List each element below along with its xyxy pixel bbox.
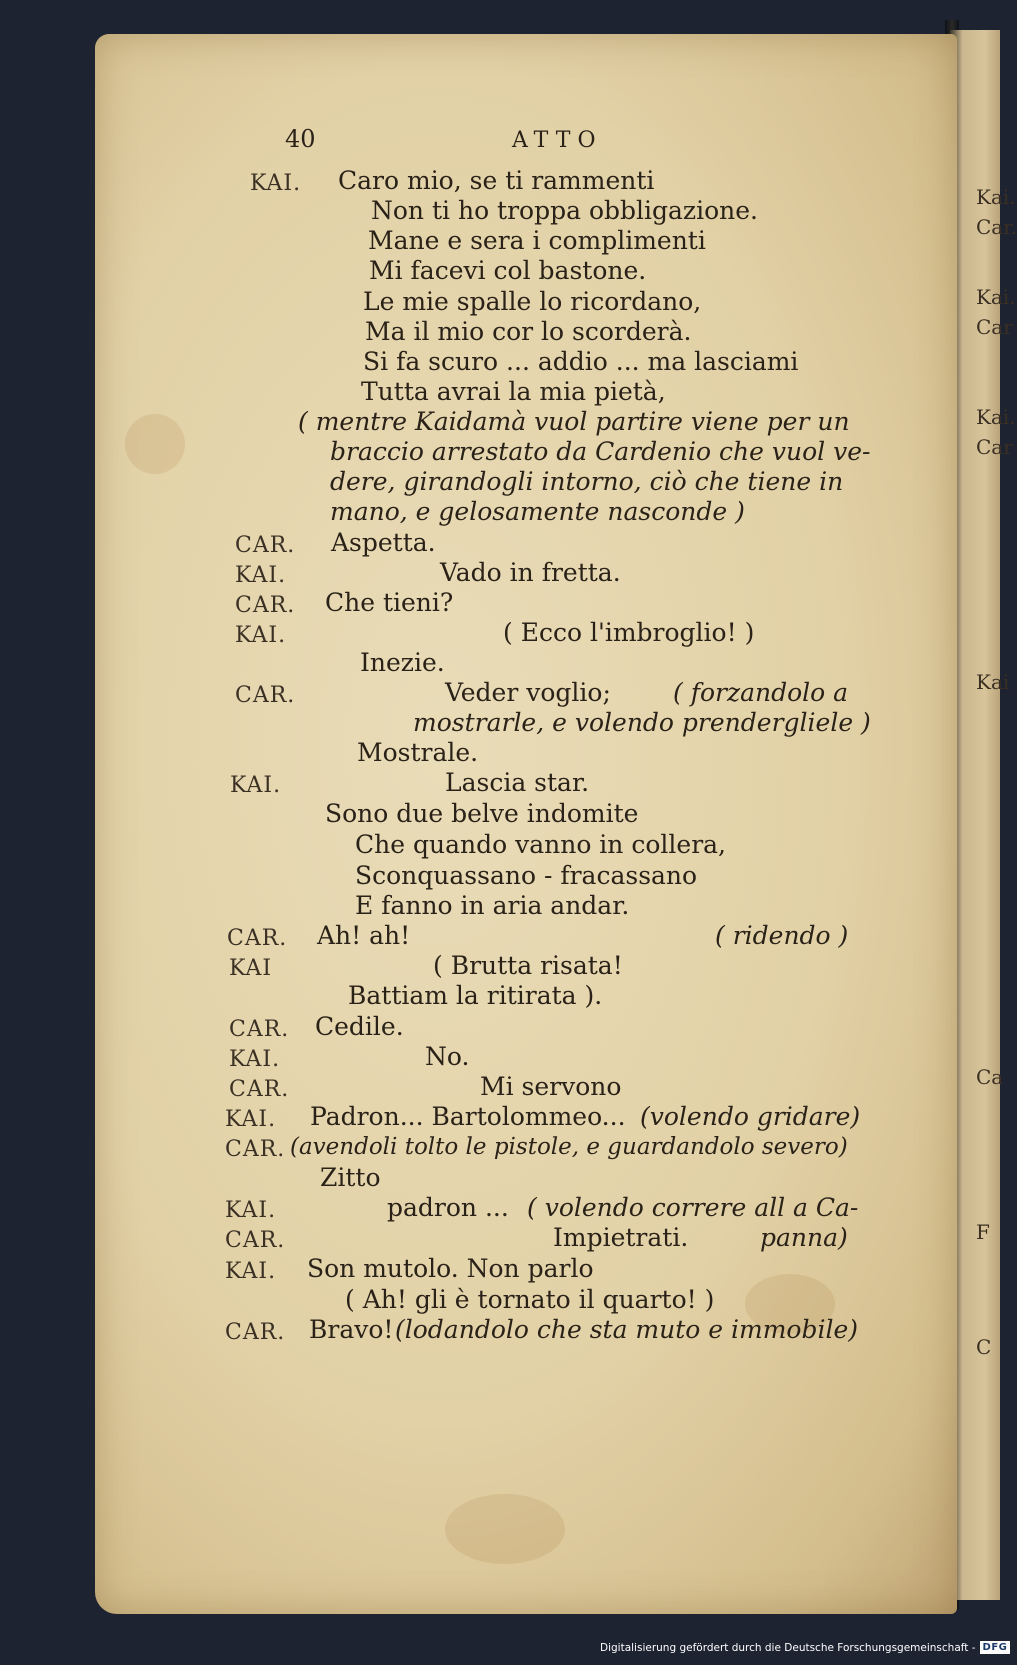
speaker-label: CAR. <box>235 683 296 708</box>
verse-line: Impietrati. <box>553 1223 689 1252</box>
stage-direction: ( mentre Kaidamà vuol partire viene per un <box>298 407 850 436</box>
speaker-label: CAR. <box>229 1017 290 1042</box>
stage-direction: ( volendo correre all a Ca- <box>527 1193 859 1222</box>
speaker-label: KAI. <box>225 1259 277 1284</box>
verse-line: Vado in fretta. <box>440 558 621 587</box>
stage-direction: panna) <box>760 1223 848 1252</box>
verse-line: Zitto <box>320 1163 381 1192</box>
stage-direction: mano, e gelosamente nasconde ) <box>330 497 745 526</box>
stage-direction: ( forzandolo a <box>673 678 849 707</box>
speaker-label: KAI. <box>250 171 302 196</box>
speaker-label: CAR. <box>235 533 296 558</box>
verse-line: Sconquassano - fracassano <box>355 861 698 890</box>
verse-line: ( Ecco l'imbroglio! ) <box>503 618 755 647</box>
verse-line: Mane e sera i complimenti <box>368 226 706 255</box>
speaker-label: CAR. <box>229 1077 290 1102</box>
verse-line: Mi facevi col bastone. <box>369 256 647 285</box>
facing-page-mark: F <box>976 1220 990 1244</box>
verse-line: Son mutolo. Non parlo <box>307 1254 594 1283</box>
stage-direction: dere, girandogli intorno, ciò che tiene in <box>330 467 844 496</box>
paper-stain <box>125 414 185 474</box>
speaker-label: KAI <box>229 956 273 981</box>
running-head: ATTO <box>512 128 603 153</box>
stage-direction: (lodandolo che sta muto e immobile) <box>395 1315 859 1344</box>
stage-direction: ( ridendo ) <box>715 921 849 950</box>
stage-direction: mostrarle, e volendo prendergliele ) <box>413 708 871 737</box>
verse-line: Aspetta. <box>331 528 436 557</box>
verse-line: Le mie spalle lo ricordano, <box>363 287 702 316</box>
verse-line: Sono due belve indomite <box>325 799 639 828</box>
verse-line: Padron... Bartolommeo... <box>310 1102 626 1131</box>
book-page <box>95 34 957 1614</box>
verse-line: Bravo! <box>309 1315 394 1344</box>
facing-page-mark: Car <box>976 315 1013 339</box>
facing-page-mark: Car. <box>976 215 1017 239</box>
paper-stain <box>445 1494 565 1564</box>
verse-line: Che tieni? <box>325 588 454 617</box>
facing-page-mark: Kai. <box>976 405 1016 429</box>
page-number: 40 <box>285 125 316 153</box>
speaker-label: CAR. <box>225 1137 286 1162</box>
speaker-label: KAI. <box>235 563 287 588</box>
speaker-label: KAI. <box>229 1047 281 1072</box>
credit-text: Digitalisierung gefördert durch die Deutsche Forschungsgemeinschaft - <box>600 1641 976 1654</box>
verse-line: Ma il mio cor lo scorderà. <box>365 317 692 346</box>
facing-page-mark: Ca <box>976 1065 1004 1089</box>
stage-direction: (volendo gridare) <box>640 1102 861 1131</box>
verse-line: ( Brutta risata! <box>433 951 623 980</box>
verse-line: Veder voglio; <box>445 678 611 707</box>
facing-page-mark: Car <box>976 435 1013 459</box>
verse-line: Mi servono <box>480 1072 622 1101</box>
speaker-label: CAR. <box>235 593 296 618</box>
speaker-label: CAR. <box>225 1320 286 1345</box>
speaker-label: CAR. <box>225 1228 286 1253</box>
dfg-logo: DFG <box>980 1641 1011 1654</box>
verse-line: Che quando vanno in collera, <box>355 830 726 859</box>
speaker-label: KAI. <box>225 1198 277 1223</box>
speaker-label: CAR. <box>227 926 288 951</box>
verse-line: Inezie. <box>360 648 445 677</box>
facing-page-mark: C <box>976 1335 992 1359</box>
verse-line: E fanno in aria andar. <box>355 891 630 920</box>
verse-line: Ah! ah! <box>317 921 411 950</box>
verse-line: ( Ah! gli è tornato il quarto! ) <box>345 1285 715 1314</box>
verse-line: Non ti ho troppa obbligazione. <box>371 196 758 225</box>
verse-line: No. <box>425 1042 470 1071</box>
stage-direction: (avendoli tolto le pistole, e guardandolo severo) <box>290 1134 848 1160</box>
verse-line: Mostrale. <box>357 738 479 767</box>
facing-page-mark: Kai. <box>976 185 1016 209</box>
stage-direction: braccio arrestato da Cardenio che vuol ve- <box>330 437 871 466</box>
verse-line: Tutta avrai la mia pietà, <box>361 377 666 406</box>
digitization-credit <box>600 1641 1010 1654</box>
verse-line: Lascia star. <box>445 768 590 797</box>
verse-line: padron ... <box>387 1193 509 1222</box>
facing-page-mark: Kai. <box>976 285 1016 309</box>
verse-line: Si fa scuro ... addio ... ma lasciami <box>363 347 799 376</box>
facing-page-mark: Kai <box>976 670 1010 694</box>
speaker-label: KAI. <box>230 773 282 798</box>
verse-line: Battiam la ritirata ). <box>348 981 603 1010</box>
facing-page-edge <box>950 30 1017 1600</box>
verse-line: Caro mio, se ti rammenti <box>338 166 655 195</box>
speaker-label: KAI. <box>235 623 287 648</box>
verse-line: Cedile. <box>315 1012 404 1041</box>
speaker-label: KAI. <box>225 1107 277 1132</box>
